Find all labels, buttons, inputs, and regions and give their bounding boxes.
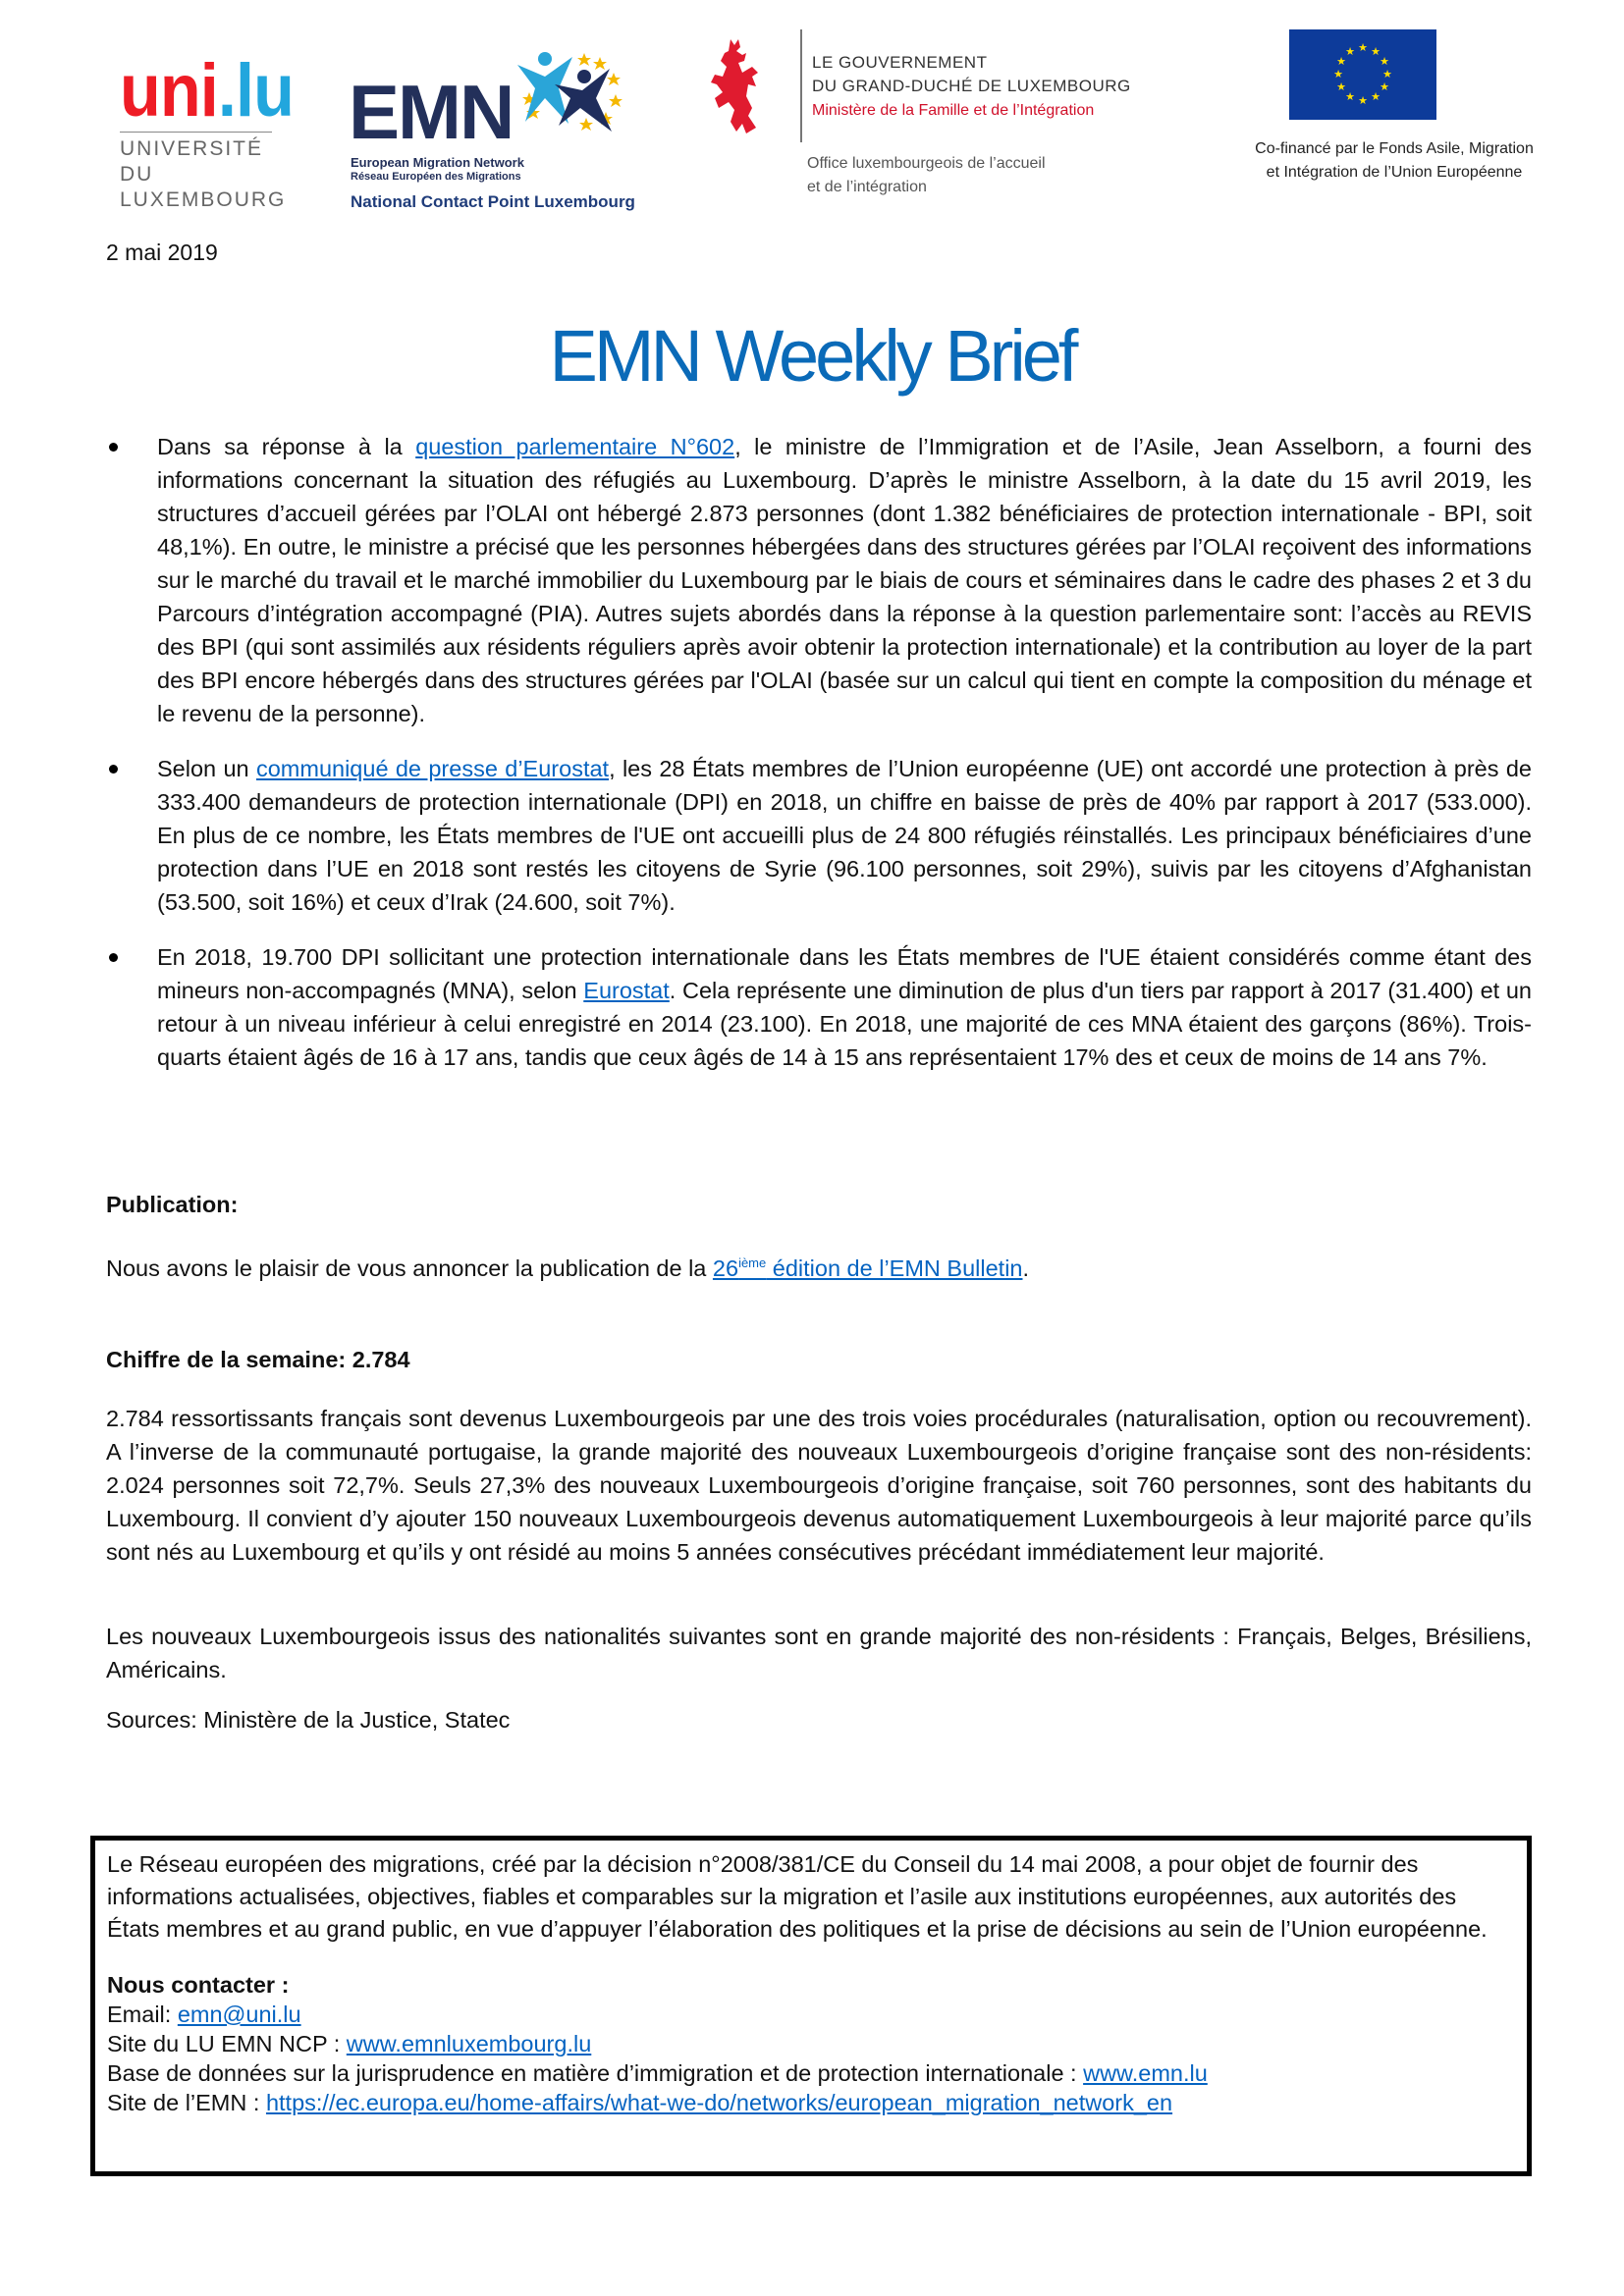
gov-line2: DU GRAND-DUCHÉ DE LUXEMBOURG: [812, 77, 1131, 95]
svg-text:★: ★: [1380, 80, 1389, 93]
figure-of-week-heading: Chiffre de la semaine: 2.784: [106, 1347, 410, 1372]
emn-description: Le Réseau européen des migrations, créé par la décision n°2008/381/CE du Conseil du 14 mai 2008, a pour objet de fournir des informations actualisées, objectives, fiables et comparables sur la migration et l’asile aux institutions européennes, aux autorités des États membres et au grand public, en vue d’appuyer l’élaboration des politiques et la prise de décisions au sein de l’Union européenne.: [107, 1851, 1488, 1942]
contact-email: Email: emn@uni.lu: [107, 2002, 301, 2027]
question-parlementaire-link[interactable]: question parlementaire N°602: [415, 434, 735, 459]
ec-europa-emn-link[interactable]: https://ec.europa.eu/home-affairs/what-we-do/networks/european_migration_network_en: [265, 2090, 1173, 2115]
red-lion-icon: [709, 37, 763, 135]
svg-text:★: ★: [1371, 45, 1380, 58]
email-link[interactable]: emn@uni.lu: [177, 2002, 301, 2027]
svg-text:★: ★: [1380, 55, 1389, 68]
unilu-name-line2: LUXEMBOURG: [120, 188, 287, 211]
news-bullet-list: [106, 430, 1532, 1095]
emn-info-box: [90, 1836, 1532, 2176]
university-luxembourg-logo: [120, 49, 294, 211]
gov-ministry: Ministère de la Famille et de l’Intégration: [812, 102, 1095, 119]
contact-heading: Nous contacter :: [107, 1972, 290, 1998]
page-title: EMN Weekly Brief: [549, 315, 1075, 397]
svg-text:★: ★: [1382, 68, 1392, 80]
nationalities-paragraph: Les nouveaux Luxembourgeois issus des nationalités suivantes sont en grande majorité des non-résidents : Français, Belges, Brésiliens, Américains.: [106, 1624, 1532, 1682]
eurostat-link[interactable]: Eurostat: [583, 978, 670, 1003]
figure-of-week-paragraph: 2.784 ressortissants français sont devenus Luxembourgeois par une des trois voies procédurales (naturalisation, option ou recouvrement). A l’inverse de la communauté portugaise, la grande majorité des nouveaux Luxembourgeois d’origine française sont des non-résidents: 2.024 personnes soit 72,7%. Seuls 27,3% des nouveaux Luxembourgeois d’origine française, soit 760 personnes, sont des habitants du Luxembourg. Il convient d’y ajouter 150 nouveaux Luxembourgeois devenus automatiquement Luxembourgeois à leur majorité parce qu’ils sont nés au Luxembourg et qu’ils y ont résidé au moins 5 années consécutives précédant immédiatement leur majorité.: [106, 1406, 1532, 1565]
publication-heading: Publication:: [106, 1192, 239, 1217]
eu-flag-icon: [1289, 29, 1436, 120]
eu-cofinance-logo: [1255, 27, 1576, 189]
svg-text:★: ★: [1371, 90, 1380, 103]
bullet-icon: [109, 953, 118, 962]
svg-text:★: ★: [1345, 90, 1355, 103]
svg-text:★: ★: [1333, 68, 1343, 80]
sources-line: Sources: Ministère de la Justice, Statec: [106, 1707, 511, 1733]
contact-emn-site: Site de l’EMN : https://ec.europa.eu/home-affairs/what-we-do/networks/european_migration_network_en: [107, 2090, 1173, 2115]
unilu-wordmark: uni.lu: [120, 49, 294, 133]
emn-subtitle-fr: Réseau Européen des Migrations: [351, 171, 521, 183]
unilu-name-line1: UNIVERSITÉ DU: [120, 137, 264, 186]
news-item: En 2018, 19.700 DPI sollicitant une protection internationale dans les États membres de l'UE étaient considérés comme étant des mineurs non-accompagnés (MNA), selon Eurostat. Cela représente une diminution de plus d'un tiers par rapport à 2017 (31.400) et un retour à un niveau inférieur à celui enregistré en 2014 (23.100). En 2018, une majorité de ces MNA étaient des garçons (86%). Trois-quarts étaient âgés de 16 à 17 ans, tandis que ceux âgés de 14 à 15 ans représentaient 17% des et ceux de moins de 14 ans 7%.: [106, 940, 1532, 1074]
emn-lu-link[interactable]: www.emn.lu: [1083, 2060, 1208, 2086]
news-item: Selon un communiqué de presse d’Eurostat, les 28 États membres de l’Union européenne (UE) ont accordé une protection à près de 333.400 demandeurs de protection internationale (DPI) en 2018, un chiffre en baisse de près de 40% par rapport à 2017 (533.000). En plus de ce nombre, les États membres de l'UE ont accueilli plus de 24 800 réfugiés réinstallés. Les principaux bénéficiaires d’une protection dans l’UE en 2018 sont restés les citoyens de Syrie (96.100 personnes, soit 29%), suivis par les citoyens d’Afghanistan (53.500, soit 16%) et ceux d’Irak (24.600, soit 7%).: [106, 752, 1532, 919]
emn-wordmark: EMN: [349, 69, 514, 155]
svg-text:★: ★: [1336, 80, 1346, 93]
svg-text:★: ★: [1358, 41, 1368, 54]
emn-logo: [349, 47, 643, 211]
svg-text:★: ★: [1358, 94, 1368, 107]
emn-figures-stars-icon: [515, 47, 643, 135]
emn-bulletin-link[interactable]: 26ième édition de l’EMN Bulletin: [712, 1255, 1023, 1281]
eurostat-press-release-link[interactable]: communiqué de presse d’Eurostat: [255, 756, 610, 781]
document-date: 2 mai 2019: [106, 240, 218, 265]
contact-ncp-site: Site du LU EMN NCP : www.emnluxembourg.lu: [107, 2031, 592, 2056]
svg-text:★: ★: [1336, 55, 1346, 68]
news-item: Dans sa réponse à la question parlementaire N°602, le ministre de l’Immigration et de l’Asile, Jean Asselborn, a fourni des informations concernant la situation des réfugiés au Luxembourg. D’après le ministre Asselborn, à la date du 15 avril 2019, les structures d’accueil gérées par l’OLAI ont hébergé 2.873 personnes (dont 1.382 bénéficiaires de protection internationale - BPI, soit 48,1%). En outre, le ministre a précisé que les personnes hébergées dans des structures gérées par l’OLAI reçoivent des informations sur le marché du travail et le marché immobilier du Luxembourg par le biais de cours et séminaires dans le cadre des phases 2 et 3 du Parcours d’intégration accompagné (PIA). Autres sujets abordés dans la réponse à la question parlementaire sont: l’accès au REVIS des BPI (qui sont assimilés aux résidents réguliers après avoir obtenir la protection internationale) et la contribution au loyer de la part des BPI encore hébergés dans des structures gérées par l'OLAI (basée sur un calcul qui tient en compte la composition du ménage et le revenu de la personne).: [106, 430, 1532, 730]
luxembourg-government-logo: [709, 29, 1180, 196]
publication-text: Nous avons le plaisir de vous annoncer la publication de la 26ième édition de l’EMN Bulletin.: [106, 1255, 1030, 1281]
emn-ncp-label: National Contact Point Luxembourg: [351, 192, 635, 211]
gov-line1: LE GOUVERNEMENT: [812, 53, 988, 72]
gov-office: Office luxembourgeois de l’accueil et de l’intégration: [807, 155, 1046, 195]
emnluxembourg-link[interactable]: www.emnluxembourg.lu: [346, 2031, 592, 2056]
eu-caption: Co-financé par le Fonds Asile, Migration et Intégration de l’Union Européenne: [1255, 140, 1534, 181]
emn-subtitle-en: European Migration Network: [351, 155, 524, 170]
contact-database: Base de données sur la jurisprudence en matière d’immigration et de protection internationale : www.emn.lu: [107, 2060, 1208, 2086]
svg-text:★: ★: [1345, 45, 1355, 58]
bullet-icon: [109, 765, 118, 774]
logo-divider: [800, 29, 802, 142]
bullet-icon: [109, 443, 118, 452]
